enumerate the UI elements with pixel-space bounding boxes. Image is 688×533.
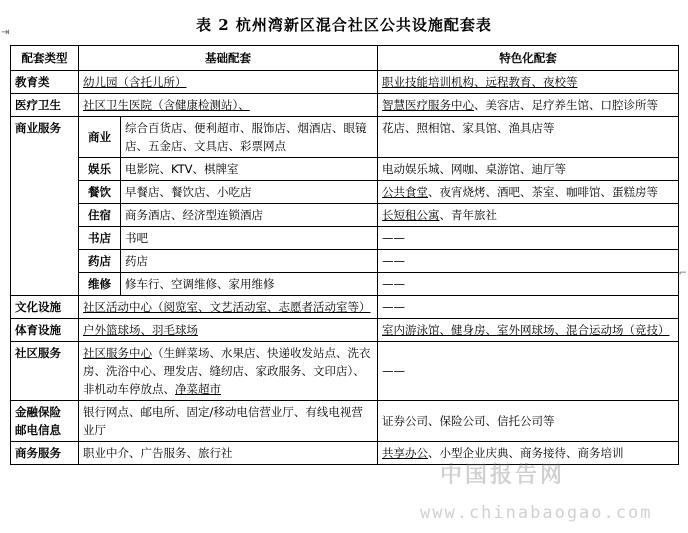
basic-middle: （生鲜菜场、水果店、快递收发站点、洗衣房、洗浴中心、理发店、缝纫店、家政服务、文印店）、 <box>83 346 371 378</box>
special-cell: 证券公司、保险公司、信托公司等 <box>378 401 679 442</box>
basic-cell: 早餐店、餐饮店、小吃店 <box>121 181 378 204</box>
subcategory-cell: 商业 <box>79 117 121 158</box>
subcategory-cell: 药店 <box>79 250 121 273</box>
basic-cell: 职业中介、广告服务、旅行社 <box>79 442 378 465</box>
basic-cell: 社区活动中心（阅览室、文艺活动室、志愿者活动室等） <box>79 296 378 319</box>
special-underlined: 长短租公寓 <box>382 208 440 222</box>
category-line-2: 邮电信息 <box>15 423 61 437</box>
subcategory-cell: 娱乐 <box>79 158 121 181</box>
table-row <box>11 401 679 442</box>
special-cell <box>378 94 679 117</box>
table-row <box>11 342 679 401</box>
table-row <box>11 273 679 296</box>
special-rest: 、青年旅社 <box>439 208 497 222</box>
special-underlined: 共享办公 <box>382 446 428 460</box>
table-row <box>11 250 679 273</box>
column-marker-icon: ⌐ <box>678 268 687 279</box>
special-cell: —— <box>378 250 679 273</box>
basic-cell: 综合百货店、便利超市、服饰店、烟酒店、眼镜店、五金店、文具店、彩票网点 <box>121 117 378 158</box>
facility-table <box>10 45 679 465</box>
special-rest: 、夜宵烧烤、酒吧、茶室、咖啡馆、蛋糕房等 <box>428 185 658 199</box>
category-cell <box>11 401 79 442</box>
category-cell: 文化设施 <box>11 296 79 319</box>
table-row <box>11 117 679 158</box>
basic-underlined: 社区服务中心 <box>83 346 152 360</box>
header-type: 配套类型 <box>11 46 79 71</box>
category-cell: 体育设施 <box>11 319 79 342</box>
basic-cell: 书吧 <box>121 227 378 250</box>
basic-cell <box>79 342 378 401</box>
basic-cell: 商务酒店、经济型连锁酒店 <box>121 204 378 227</box>
special-cell: —— <box>378 273 679 296</box>
header-basic: 基础配套 <box>79 46 378 71</box>
watermark-text: 中国报告网 <box>440 463 566 488</box>
special-cell: —— <box>378 227 679 250</box>
category-cell: 商业服务 <box>11 117 79 296</box>
basic-cell: 银行网点、邮电所、固定/移动电信营业厅、有线电视营业厅 <box>79 401 378 442</box>
special-rest: 、小型企业庆典、商务接待、商务培训 <box>428 446 624 460</box>
special-underlined: 智慧医疗服务中心 <box>382 98 474 112</box>
basic-cell: 户外篮球场、羽毛球场 <box>79 319 378 342</box>
special-cell: 职业技能培训机构、远程教育、夜校等 <box>378 71 679 94</box>
category-cell: 医疗卫生 <box>11 94 79 117</box>
basic-cell: 修车行、空调维修、家用维修 <box>121 273 378 296</box>
basic-underlined-2: 净菜超市 <box>175 382 221 396</box>
table-row <box>11 204 679 227</box>
table-row <box>11 319 679 342</box>
special-cell <box>378 204 679 227</box>
table-row <box>11 94 679 117</box>
special-cell <box>378 442 679 465</box>
subcategory-cell: 住宿 <box>79 204 121 227</box>
basic-cell: 电影院、KTV、棋牌室 <box>121 158 378 181</box>
move-handle-icon[interactable]: ⇥ <box>1 27 10 38</box>
table-row <box>11 158 679 181</box>
special-rest: 、美容店、足疗养生馆、口腔诊所等 <box>474 98 658 112</box>
category-line-1: 金融保险 <box>15 405 61 419</box>
header-row <box>11 46 679 71</box>
basic-cell: 社区卫生医院（含健康检测站）、 <box>79 94 378 117</box>
special-cell: 室内游泳馆、健身房、室外网球场、混合运动场（竞技） <box>378 319 679 342</box>
category-cell: 社区服务 <box>11 342 79 401</box>
basic-tail: 非机动车停放点、 <box>83 382 175 396</box>
basic-cell: 药店 <box>121 250 378 273</box>
basic-cell: 幼儿园（含托儿所） <box>79 71 378 94</box>
subcategory-cell: 维修 <box>79 273 121 296</box>
special-cell <box>378 181 679 204</box>
subcategory-cell: 餐饮 <box>79 181 121 204</box>
special-cell: —— <box>378 342 679 401</box>
watermark-url: www.chinabaogao.com <box>420 503 653 523</box>
table-row <box>11 71 679 94</box>
category-cell: 教育类 <box>11 71 79 94</box>
table-row <box>11 296 679 319</box>
table-row <box>11 442 679 465</box>
header-special: 特色化配套 <box>378 46 679 71</box>
table-row <box>11 227 679 250</box>
table-title: 表 2 杭州湾新区混合社区公共设施配套表 <box>196 16 492 34</box>
table-row <box>11 181 679 204</box>
special-cell: 电动娱乐城、网咖、桌游馆、迪厅等 <box>378 158 679 181</box>
special-underlined: 公共食堂 <box>382 185 428 199</box>
subcategory-cell: 书店 <box>79 227 121 250</box>
special-cell: —— <box>378 296 679 319</box>
special-cell: 花店、照相馆、家具馆、渔具店等 <box>378 117 679 158</box>
category-cell: 商务服务 <box>11 442 79 465</box>
